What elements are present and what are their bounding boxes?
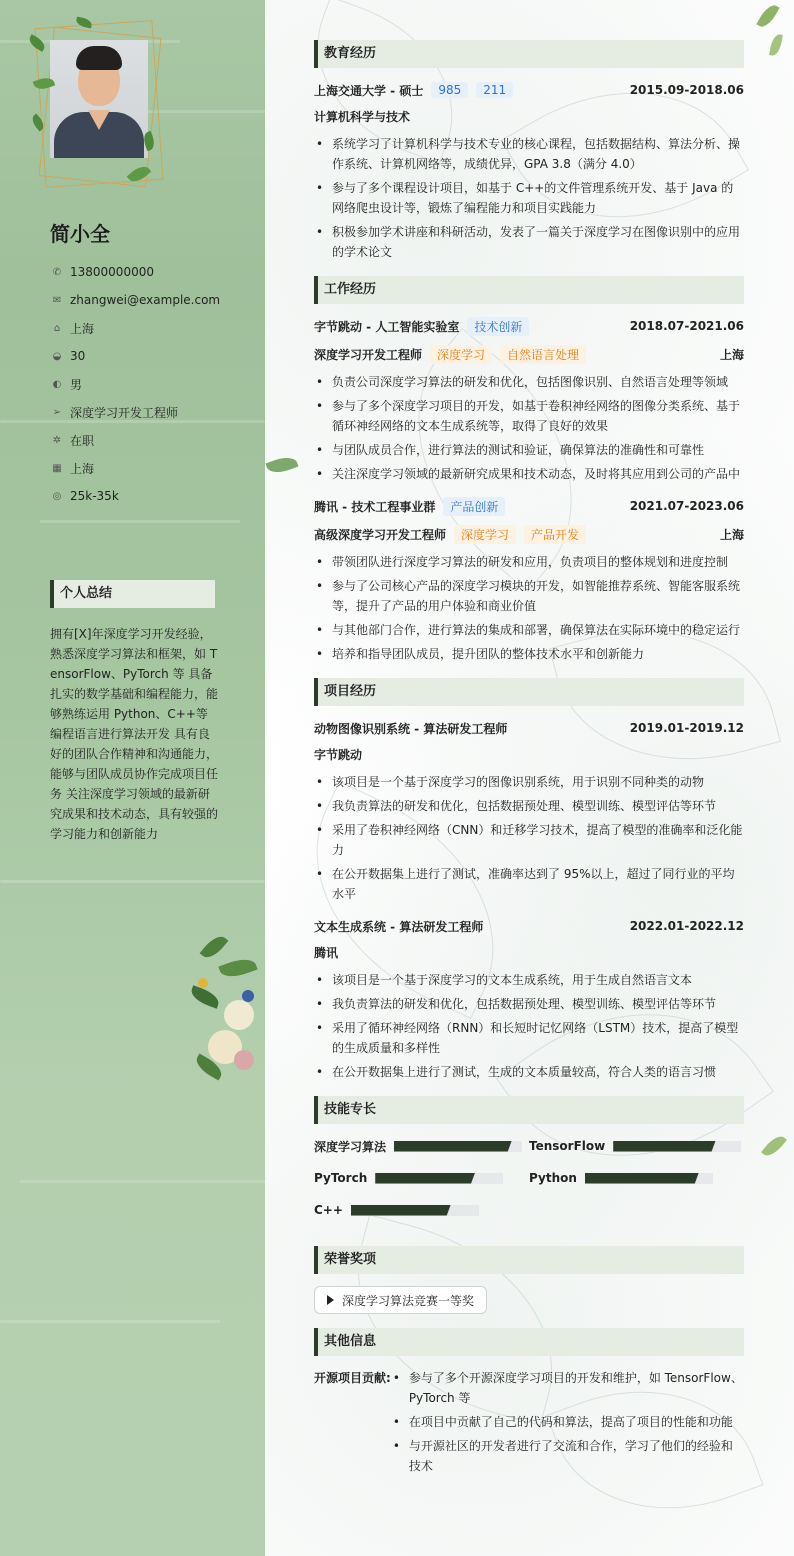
project-date: 2019.01-2019.12	[629, 721, 744, 735]
profile-name: 简小全	[50, 222, 110, 246]
skill-item	[314, 1136, 529, 1156]
skill-name: TensorFlow	[529, 1139, 606, 1153]
coin-icon: ◎	[52, 490, 62, 502]
skill-name: C++	[314, 1203, 343, 1217]
skills-section	[314, 1096, 744, 1232]
job-company: 腾讯 - 技术工程事业群	[314, 499, 436, 514]
award-item[interactable]	[314, 1286, 487, 1314]
leaf-decoration	[756, 2, 779, 31]
avatar-frame	[28, 18, 158, 198]
job-company-tag: 技术创新	[467, 317, 529, 336]
skill-bar	[585, 1173, 713, 1184]
skill-bar-fill	[394, 1141, 512, 1152]
contact-info-list	[50, 258, 220, 510]
award-label: 深度学习算法竞赛一等奖	[342, 1293, 475, 1308]
flower-decoration	[190, 930, 265, 1090]
list-item: • 在项目中贡献了自己的代码和算法，提高了项目的性能和功能	[391, 1412, 744, 1432]
job-position: 深度学习开发工程师	[314, 347, 423, 362]
project-name: 文本生成系统 - 算法研发工程师	[314, 919, 484, 934]
leaf-decoration	[266, 453, 299, 476]
skill-name: 深度学习算法	[314, 1139, 387, 1154]
gender-icon: ◐	[52, 378, 62, 390]
list-item: • 负责公司深度学习算法的研发和优化，包括图像识别、自然语言处理等领域	[314, 372, 744, 392]
info-target-city-value: 上海	[70, 461, 95, 476]
texture-streak	[40, 520, 240, 523]
info-age-value: 30	[70, 349, 86, 363]
skill-name: PyTorch	[314, 1171, 368, 1185]
project-name: 动物图像识别系统 - 算法研发工程师	[314, 721, 508, 736]
skill-item	[314, 1200, 529, 1220]
list-item: • 该项目是一个基于深度学习的文本生成系统，用于生成自然语言文本	[314, 970, 744, 990]
skill-item	[314, 1168, 529, 1188]
list-item: • 我负责算法的研发和优化，包括数据预处理、模型训练、模型评估等环节	[314, 796, 744, 816]
info-email	[50, 286, 220, 314]
job-position-row	[314, 344, 744, 364]
project-company: 字节跳动	[314, 748, 363, 762]
leaf-decoration	[761, 1132, 787, 1160]
list-item: • 积极参加学术讲座和科研活动，发表了一篇关于深度学习在图像识别中的应用的学术论文	[314, 222, 744, 262]
awards-section	[314, 1246, 744, 1328]
other-section	[314, 1328, 744, 1492]
play-icon	[327, 1295, 334, 1305]
info-status-value: 在职	[70, 433, 95, 448]
resume-content	[314, 40, 744, 1506]
home-icon: ⌂	[53, 322, 61, 334]
list-item: • 采用了卷积神经网络（CNN）和迁移学习技术，提高了模型的准确率和泛化能力	[314, 820, 744, 860]
info-target-city	[50, 454, 220, 482]
skill-bar-fill	[585, 1173, 699, 1184]
texture-streak	[0, 880, 265, 883]
projects-heading: 项目经历	[314, 678, 744, 706]
send-icon: ➢	[52, 406, 62, 418]
project-company: 腾讯	[314, 946, 339, 960]
education-school-row	[314, 80, 744, 100]
work-heading: 工作经历	[314, 276, 744, 304]
job-city: 上海	[719, 527, 744, 542]
info-salary	[50, 482, 220, 510]
skill-item	[529, 1136, 744, 1156]
list-item: • 与其他部门合作，进行算法的集成和部署，确保算法在实际环境中的稳定运行	[314, 620, 744, 640]
leaf-decoration	[769, 33, 783, 56]
other-info	[314, 1368, 744, 1492]
skills-heading: 技能专长	[314, 1096, 744, 1124]
job-position-row	[314, 524, 744, 544]
project-bullets	[314, 970, 744, 1082]
skill-bar	[613, 1141, 741, 1152]
list-item: • 参与了公司核心产品的深度学习模块的开发，如智能推荐系统、智能客服系统等，提升了产品的用户体验和商业价值	[314, 576, 744, 616]
awards-heading: 荣誉奖项	[314, 1246, 744, 1274]
status-icon: ✲	[52, 434, 62, 446]
info-email-value: zhangwei@example.com	[70, 293, 221, 307]
info-salary-value: 25k-35k	[70, 489, 119, 503]
education-tag: 985	[431, 82, 468, 98]
main-content	[265, 0, 794, 1556]
job-company-row	[314, 316, 744, 336]
job-company-tag: 产品创新	[443, 497, 505, 516]
work-section	[314, 276, 744, 664]
list-item: • 培养和指导团队成员，提升团队的整体技术水平和创新能力	[314, 644, 744, 664]
list-item: • 与开源社区的开发者进行了交流和合作，学习了他们的经验和技术	[391, 1436, 744, 1476]
list-item: • 参与了多个深度学习项目的开发，如基于卷积神经网络的图像分类系统、基于循环神经网络的文本生成系统等，取得了良好的效果	[314, 396, 744, 436]
list-item: • 系统学习了计算机科学与技术专业的核心课程，包括数据结构、算法分析、操作系统、计算机网络等，成绩优异，GPA 3.8（满分 4.0）	[314, 134, 744, 174]
job-position-tag: 自然语言处理	[500, 345, 586, 364]
job-company: 字节跳动 - 人工智能实验室	[314, 319, 460, 334]
skill-bar	[394, 1141, 522, 1152]
skill-bar-fill	[375, 1173, 475, 1184]
skill-bar-fill	[351, 1205, 451, 1216]
education-school: 上海交通大学 - 硕士	[314, 83, 424, 98]
other-bullets	[391, 1368, 744, 1480]
info-age	[50, 342, 220, 370]
other-label: 开源项目贡献:	[314, 1371, 391, 1385]
list-item: • 在公开数据集上进行了测试，生成的文本质量较高，符合人类的语言习惯	[314, 1062, 744, 1082]
project-bullets	[314, 772, 744, 904]
education-section	[314, 40, 744, 262]
education-bullets	[314, 134, 744, 262]
skill-name: Python	[529, 1171, 577, 1185]
list-item: • 与团队成员合作，进行算法的测试和验证，确保算法的准确性和可靠性	[314, 440, 744, 460]
avatar	[50, 40, 148, 158]
building-icon: ▦	[52, 462, 62, 474]
education-heading: 教育经历	[314, 40, 744, 68]
info-gender-value: 男	[70, 377, 83, 392]
info-job-title	[50, 398, 220, 426]
education-date: 2015.09-2018.06	[629, 83, 744, 97]
job-date: 2018.07-2021.06	[629, 319, 744, 333]
sidebar	[0, 0, 265, 1556]
list-item: • 我负责算法的研发和优化，包括数据预处理、模型训练、模型评估等环节	[314, 994, 744, 1014]
job-city: 上海	[719, 347, 744, 362]
list-item: • 关注深度学习领域的最新研究成果和技术动态，及时将其应用到公司的产品中	[314, 464, 744, 484]
info-phone	[50, 258, 220, 286]
skill-item	[529, 1168, 744, 1188]
info-phone-value: 13800000000	[70, 265, 154, 279]
job-bullets	[314, 552, 744, 664]
summary-text: 拥有[X]年深度学习开发经验，熟悉深度学习算法和框架，如 TensorFlow、PyTorch 等 具备扎实的数学基础和编程能力，能够熟练运用 Python、C++等编程语言进行算法开发 具有良好的团队合作精神和沟通能力，能够与团队成员协作完成项目任务 关注深度学习领域的最新研究成果和技术动态，具有较强的学习能力和创新能力	[50, 627, 219, 841]
skills-list	[314, 1136, 744, 1232]
projects-section	[314, 678, 744, 1082]
info-status	[50, 426, 220, 454]
job-position-tag: 产品开发	[524, 525, 586, 544]
list-item: • 带领团队进行深度学习算法的研发和应用，负责项目的整体规划和进度控制	[314, 552, 744, 572]
job-company-row	[314, 496, 744, 516]
texture-streak	[20, 1180, 265, 1183]
list-item: • 在公开数据集上进行了测试，准确率达到了 95%以上，超过了同行业的平均水平	[314, 864, 744, 904]
list-item: • 采用了循环神经网络（RNN）和长短时记忆网络（LSTM）技术，提高了模型的生成质量和多样性	[314, 1018, 744, 1058]
other-heading: 其他信息	[314, 1328, 744, 1356]
education-tag: 211	[476, 82, 513, 98]
skill-bar-fill	[613, 1141, 715, 1152]
job-bullets	[314, 372, 744, 484]
info-location-value: 上海	[70, 321, 95, 336]
job-date: 2021.07-2023.06	[629, 499, 744, 513]
skill-bar	[375, 1173, 503, 1184]
project-title-row	[314, 916, 744, 936]
mail-icon: ✉	[52, 294, 62, 306]
phone-icon: ✆	[52, 266, 62, 278]
job-position-tag: 深度学习	[430, 345, 492, 364]
project-title-row	[314, 718, 744, 738]
info-job-title-value: 深度学习开发工程师	[70, 405, 179, 420]
list-item: • 该项目是一个基于深度学习的图像识别系统，用于识别不同种类的动物	[314, 772, 744, 792]
texture-streak	[0, 1320, 220, 1323]
skill-bar	[351, 1205, 479, 1216]
list-item: • 参与了多个开源深度学习项目的开发和维护，如 TensorFlow、PyTorch 等	[391, 1368, 744, 1408]
summary-heading: 个人总结	[50, 580, 215, 608]
list-item: • 参与了多个课程设计项目，如基于 C++的文件管理系统开发、基于 Java 的网络爬虫设计等，锻炼了编程能力和项目实践能力	[314, 178, 744, 218]
job-position: 高级深度学习开发工程师	[314, 527, 447, 542]
cake-icon: ◒	[52, 350, 62, 362]
project-date: 2022.01-2022.12	[629, 919, 744, 933]
info-location	[50, 314, 220, 342]
education-major: 计算机科学与技术	[314, 110, 411, 124]
info-gender	[50, 370, 220, 398]
job-position-tag: 深度学习	[454, 525, 516, 544]
